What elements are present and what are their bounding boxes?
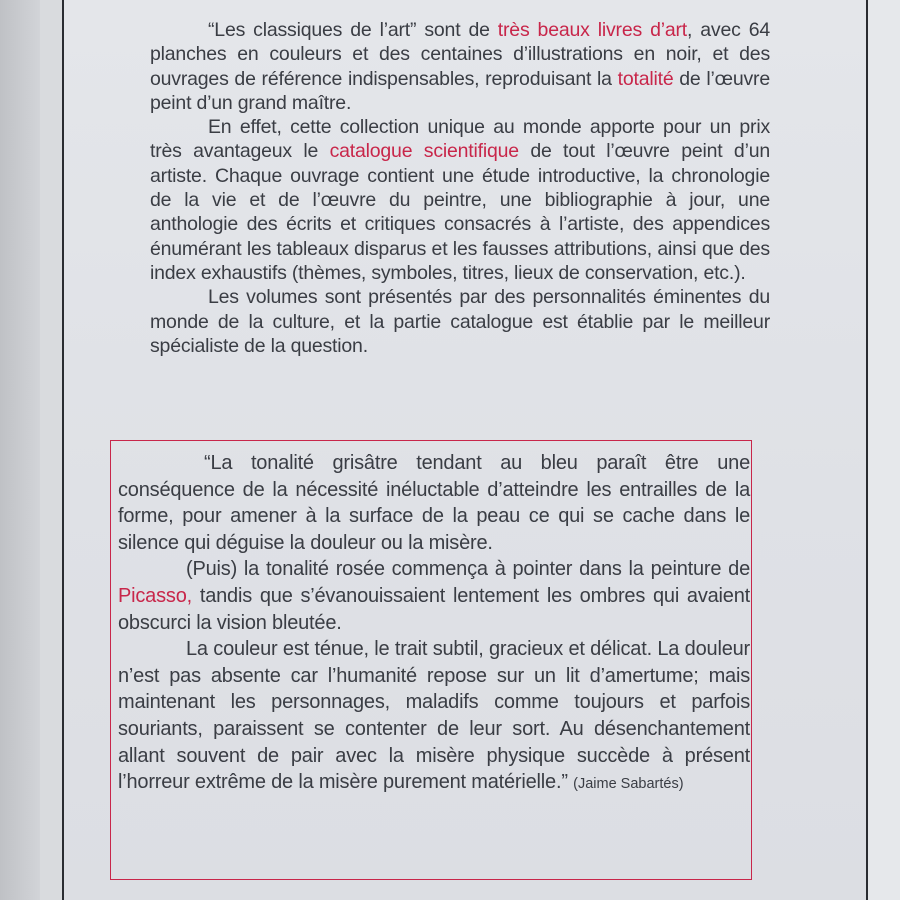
highlight-beaux-livres: très beaux livres d’art — [497, 19, 687, 41]
highlight-catalogue: catalogue scientifique — [329, 140, 519, 163]
intro-text — [150, 18, 770, 358]
background-right — [868, 0, 900, 900]
background-left — [0, 0, 40, 900]
highlight-totalite: totalité — [617, 67, 674, 90]
quote-paragraph-3: La couleur est ténue, le trait subtil, gracieux et délicat. La douleur n’est pas absente car l’humanité repose sur un lit d’amertume; mais maintenant les personnages, maladifs comme toujours et parfois souriants, paraissent se contenter de leur sort. Au désenchantement allant souvent de pair avec la misère physique succède à présent l’horreur extrême de la misère purement matérielle.” (Jaime Sabartés) — [118, 638, 750, 794]
quote-author: (Jaime Sabartés) — [573, 776, 684, 793]
intro-paragraph-1: “Les classiques de l’art” sont de très beaux livres d’art, avec 64 planches en couleurs et des centaines d’illustrations en noir, et des ouvrages de référence indispensables, reproduisant la totalité de l’œuvre peint d’un grand maître. — [150, 19, 770, 114]
quote-paragraph-2: (Puis) la tonalité rosée commença à pointer dans la peinture de Picasso, tandis que s’évanouissaient lentement les ombres qui avaient obscurci la vision bleutée. — [118, 558, 750, 634]
intro-paragraph-2: En effet, cette collection unique au monde apporte pour un prix très avantageux le catalogue scientifique de tout l’œuvre peint d’un artiste. Chaque ouvrage contient une étude introductive, la chronologie de la vie et de l’œuvre du peintre, une bibliographie à jour, une anthologie des écrits et critiques consacrés à l’artiste, des appendices énumérant les tableaux disparus et les fausses attributions, ainsi que des index exhaustifs (thèmes, symboles, titres, lieux de conservation, etc.). — [150, 116, 770, 284]
quote-paragraph-1: “La tonalité grisâtre tendant au bleu paraît être une conséquence de la nécessité inéluctable d’atteindre les entrailles de la forme, pour amener à la surface de la peau ce qui se cache dans le silence qui déguise la douleur ou la misère. — [118, 452, 750, 554]
highlight-picasso: Picasso, — [118, 584, 192, 607]
quote-text — [118, 450, 750, 798]
page-left-edge — [62, 0, 64, 900]
intro-paragraph-3: Les volumes sont présentés par des personnalités éminentes du monde de la culture, et la partie catalogue est établie par le meilleur spécialiste de la question. — [150, 286, 770, 357]
